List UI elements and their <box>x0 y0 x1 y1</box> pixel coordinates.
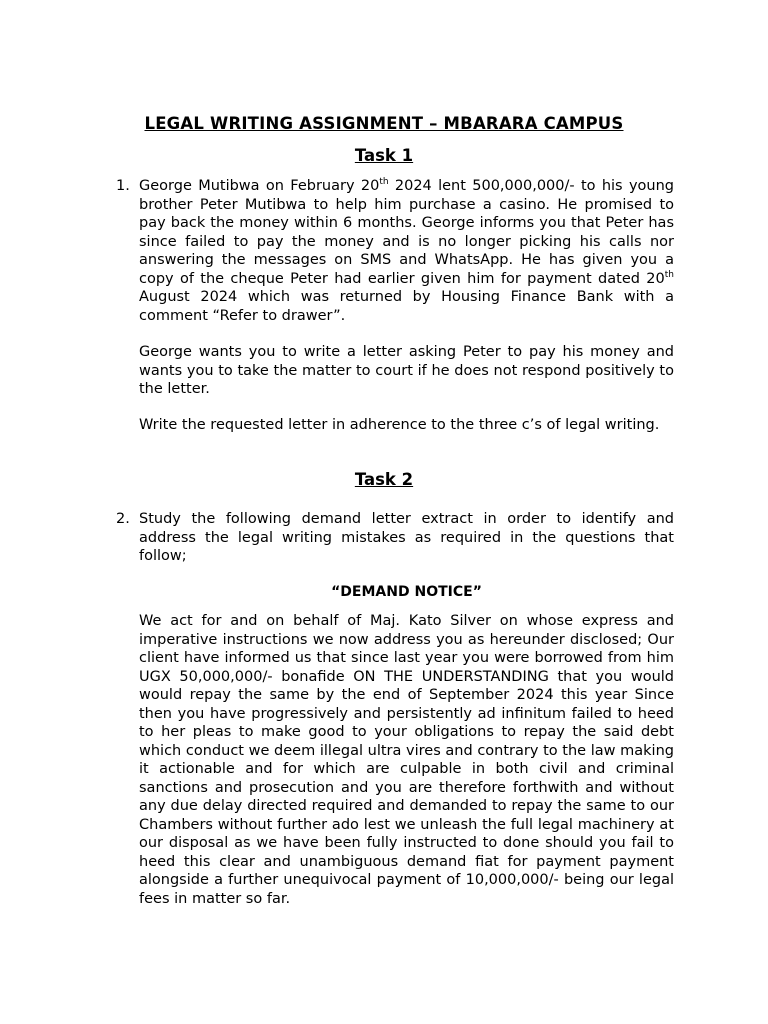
task1-p1-text-c: August 2024 which was returned by Housing Finance Bank with a comment “Refer to drawer”. <box>139 289 674 324</box>
task1-p1-sup-2: th <box>664 269 674 280</box>
task1-heading: Task 1 <box>354 146 414 165</box>
task2-paragraph-1: Study the following demand letter extract in order to identify and address the legal writing mistakes as required in the questions that follow; <box>139 511 674 564</box>
task1-p1-text-b: 2024 lent 500,000,000/- to his young brother Peter Mutibwa to help him purchase a casino. He promised to pay back the money within 6 months. George informs you that Peter has since failed to pay the money and is no longer picking his calls nor answering the messages on SMS and WhatsApp. He has given you a copy of the cheque Peter had earlier given him for payment dated 20 <box>139 178 674 287</box>
task1-paragraph-3: Write the requested letter in adherence to the three c’s of legal writing. <box>139 417 660 433</box>
task1-p1-sup-1: th <box>379 177 389 188</box>
demand-notice-title: “DEMAND NOTICE” <box>331 584 482 600</box>
task1-paragraph-1 <box>139 177 674 325</box>
demand-notice-body: We act for and on behalf of Maj. Kato Silver on whose express and imperative instructions we now address you as hereunder disclosed; Our client have informed us that since last year you were borrowed from him UGX 50,000,000/- bonafide ON THE UNDERSTANDING that you would would repay the same by the end of September 2024 this year Since then you have progressively and persistently ad infinitum failed to heed to her pleas to make good to your obligations to repay the said debt which conduct we deem illegal ultra vires and contrary to the law making it actionable and for which are culpable in both civil and criminal sanctions and prosecution and you are therefore forthwith and without any due delay directed required and demanded to repay the same to our Chambers without further ado lest we unleash the full legal machinery at our disposal as we have been fully instructed to done should you fail to heed this clear and unambiguous demand fiat for payment payment alongside a further unequivocal payment of 10,000,000/- being our legal fees in matter so far. <box>139 613 674 907</box>
task2-heading: Task 2 <box>354 470 414 489</box>
task1-number: 1. <box>116 178 130 194</box>
task2-number: 2. <box>116 511 130 527</box>
page-title: LEGAL WRITING ASSIGNMENT – MBARARA CAMPUS <box>144 114 624 133</box>
task1-p1-text-a: George Mutibwa on February 20 <box>139 178 380 194</box>
task1-paragraph-2: George wants you to write a letter asking Peter to pay his money and wants you to take the matter to court if he does not respond positively to the letter. <box>139 344 674 397</box>
